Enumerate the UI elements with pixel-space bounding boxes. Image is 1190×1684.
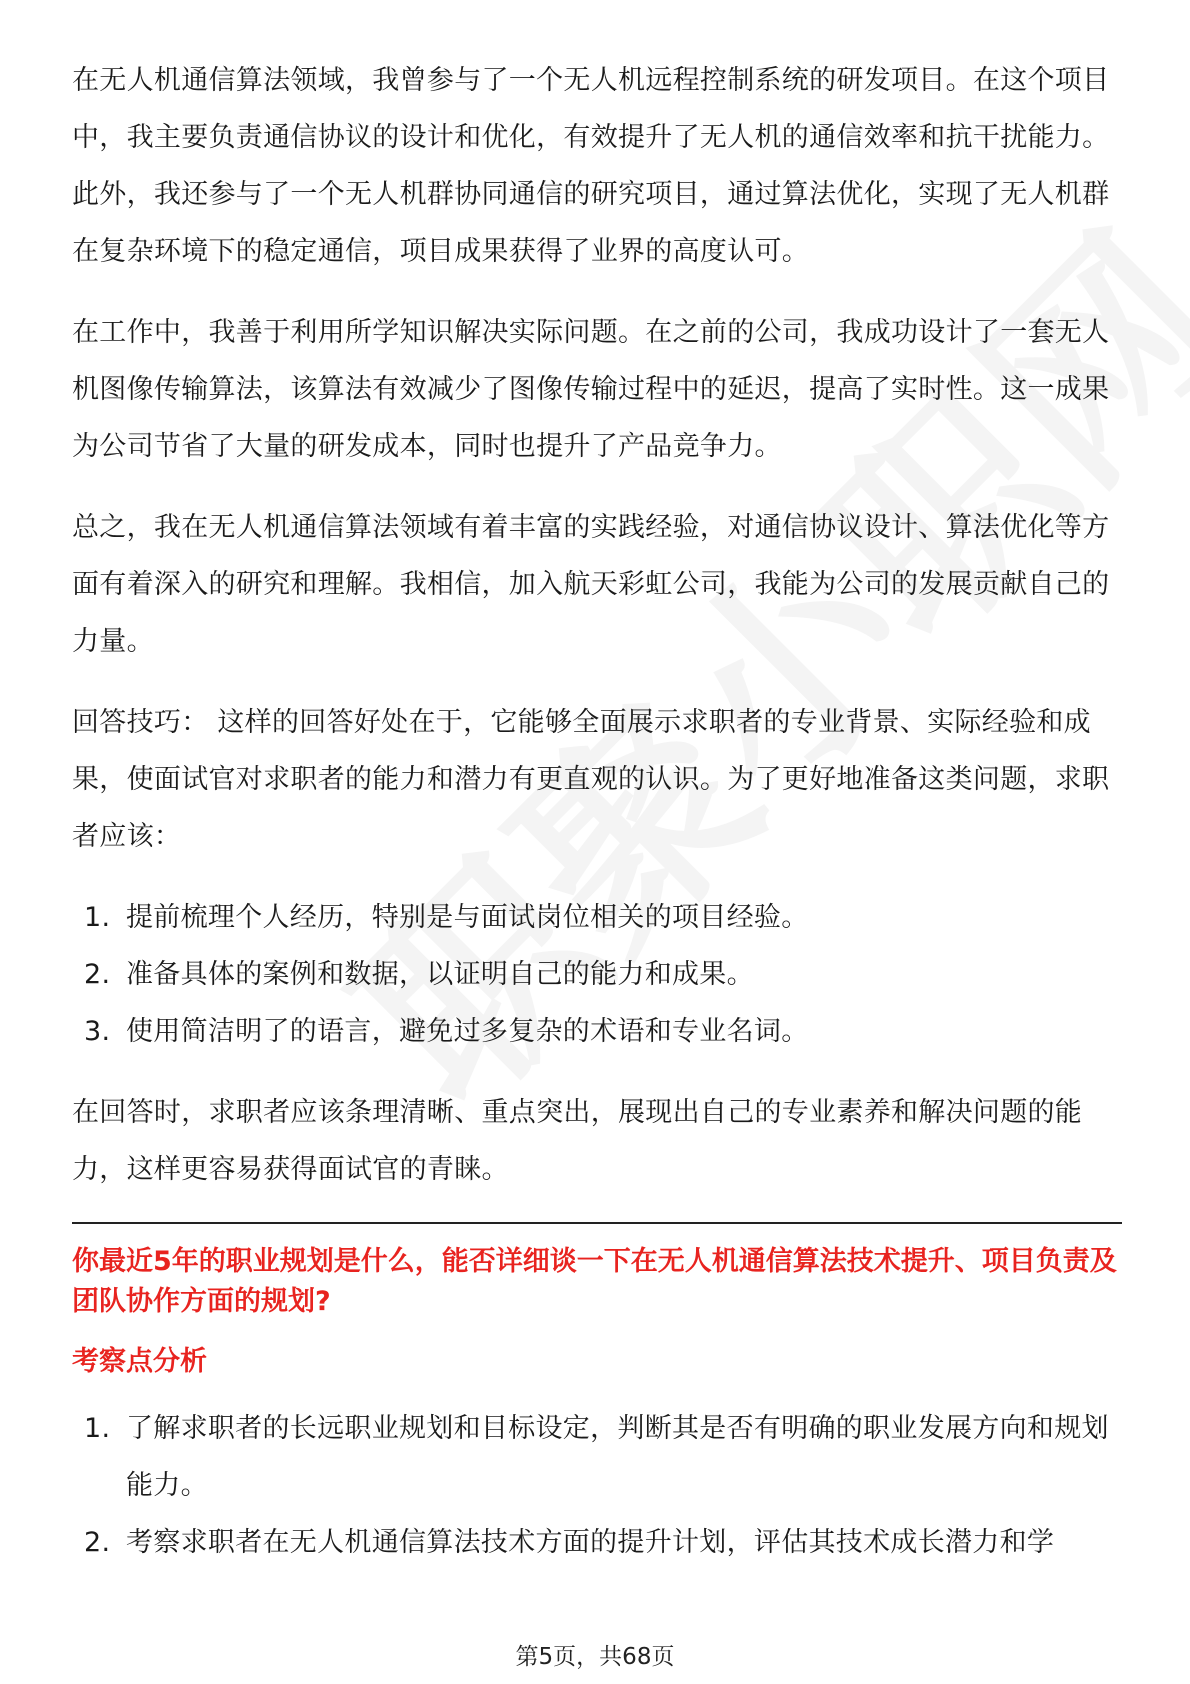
tips-list [72,889,1122,1060]
list-item: 2. 考察求职者在无人机通信算法技术方面的提升计划，评估其技术成长潜力和学 [84,1527,1055,1558]
question-heading: 你最近5年的职业规划是什么，能否详细谈一下在无人机通信算法技术提升、项目负责及团队协作方面的规划? [72,1246,1117,1317]
paragraph-answer-tips: 回答技巧： 这样的回答好处在于，它能够全面展示求职者的专业背景、实际经验和成果，使面试官对求职者的能力和潜力有更直观的认识。为了更好地准备这类问题，求职者应该： [72,707,1110,852]
page-content [72,52,1122,1595]
list-item: 2. 准备具体的案例和数据，以证明自己的能力和成果。 [84,959,754,990]
paragraph-project-experience: 在无人机通信算法领域，我曾参与了一个无人机远程控制系统的研发项目。在这个项目中，我主要负责通信协议的设计和优化，有效提升了无人机的通信效率和抗干扰能力。此外，我还参与了一个无人机群协同通信的研究项目，通过算法优化，实现了无人机群在复杂环境下的稳定通信，项目成果获得了业界的高度认可。 [72,65,1110,267]
list-item: 3. 使用简洁明了的语言，避免过多复杂的术语和专业名词。 [84,1016,809,1047]
paragraph-closing: 在回答时，求职者应该条理清晰、重点突出，展现出自己的专业素养和解决问题的能力，这样更容易获得面试官的青睐。 [72,1097,1083,1185]
list-item: 1. 提前梳理个人经历，特别是与面试岗位相关的项目经验。 [84,902,809,933]
paragraph-work-achievement: 在工作中，我善于利用所学知识解决实际问题。在之前的公司，我成功设计了一套无人机图像传输算法，该算法有效减少了图像传输过程中的延迟，提高了实时性。这一成果为公司节省了大量的研发成本，同时也提升了产品竞争力。 [72,317,1110,462]
analysis-title: 考察点分析 [72,1346,207,1377]
section-divider [72,1222,1122,1224]
analysis-list [72,1400,1122,1571]
list-item: 1. 了解求职者的长远职业规划和目标设定，判断其是否有明确的职业发展方向和规划能力。 [84,1413,1109,1501]
page-number-footer: 第5页，共68页 [515,1644,675,1670]
paragraph-summary: 总之，我在无人机通信算法领域有着丰富的实践经验，对通信协议设计、算法优化等方面有着深入的研究和理解。我相信，加入航天彩虹公司，我能为公司的发展贡献自己的力量。 [72,512,1110,657]
